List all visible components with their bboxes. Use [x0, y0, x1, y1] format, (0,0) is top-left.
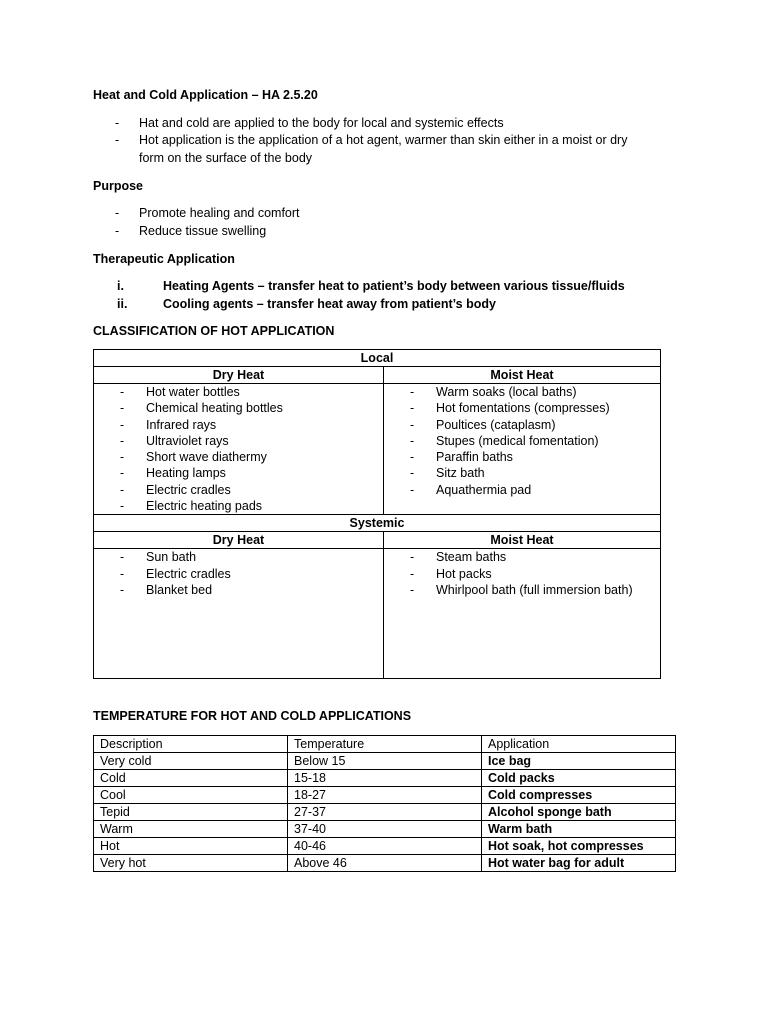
table-row	[94, 787, 676, 804]
list-item	[384, 433, 660, 449]
table-cell: 37-40	[288, 821, 482, 838]
bullet-dash: -	[115, 224, 120, 238]
bullet-dash: -	[120, 433, 125, 448]
list-item	[384, 582, 660, 598]
list-item	[384, 549, 660, 565]
temperature-heading: TEMPERATURE FOR HOT AND COLD APPLICATIONS	[93, 709, 412, 723]
column-header: Temperature	[288, 736, 482, 753]
list-item	[94, 400, 383, 416]
list-item-text: Blanket bed	[146, 582, 213, 597]
table-cell: Hot soak, hot compresses	[482, 838, 676, 855]
table-row	[94, 804, 676, 821]
intro-bullet: Hat and cold are applied to the body for local and systemic effects	[139, 116, 504, 130]
bullet-dash: -	[120, 417, 125, 432]
table-row	[94, 753, 676, 770]
local-moist-header: Moist Heat	[384, 367, 661, 384]
table-cell: Tepid	[94, 804, 288, 821]
list-item-text: Sitz bath	[436, 466, 485, 481]
list-item-text: Hot water bottles	[146, 385, 240, 399]
list-item	[384, 465, 660, 481]
list-item	[94, 482, 383, 498]
bullet-dash: -	[115, 206, 120, 220]
list-item	[94, 417, 383, 433]
bullet-dash: -	[120, 582, 125, 597]
bullet-dash: -	[410, 566, 415, 581]
bullet-dash: -	[410, 417, 415, 432]
list-item	[384, 566, 660, 582]
list-item-text: Stupes (medical fomentation)	[436, 433, 599, 448]
purpose-bullet: Promote healing and comfort	[139, 206, 300, 220]
bullet-dash: -	[120, 450, 125, 465]
table-cell: Warm bath	[482, 821, 676, 838]
table-cell: Very cold	[94, 753, 288, 770]
table-cell: Hot water bag for adult	[482, 855, 676, 872]
list-item	[384, 482, 660, 498]
table-row	[94, 770, 676, 787]
list-item-text: Hot packs	[436, 566, 492, 581]
therapeutic-item-text: Heating Agents – transfer heat to patient’s body between various tissue/fluids	[163, 279, 625, 293]
table-cell: Warm	[94, 821, 288, 838]
table-cell: Below 15	[288, 753, 482, 770]
list-item	[384, 400, 660, 416]
temperature-table-body	[94, 736, 676, 872]
bullet-dash: -	[120, 550, 125, 565]
list-item-text: Paraffin baths	[436, 450, 513, 465]
list-item-text: Aquathermia pad	[436, 482, 532, 497]
temperature-table	[93, 735, 676, 872]
list-item-text: Electric heating pads	[146, 499, 263, 514]
list-item	[94, 449, 383, 465]
bullet-dash: -	[120, 566, 125, 581]
bullet-dash: -	[410, 433, 415, 448]
bullet-dash: -	[115, 133, 120, 147]
therapeutic-item-text: Cooling agents – transfer heat away from patient’s body	[163, 297, 496, 311]
list-item	[94, 582, 383, 598]
list-item-text: Short wave diathermy	[146, 450, 267, 465]
page-title: Heat and Cold Application – HA 2.5.20	[93, 88, 318, 102]
local-moist-list	[384, 384, 660, 498]
table-cell: Above 46	[288, 855, 482, 872]
bullet-dash: -	[115, 116, 120, 130]
table-row	[94, 838, 676, 855]
therapeutic-item-number: ii.	[117, 297, 128, 311]
bullet-dash: -	[410, 466, 415, 481]
table-cell: Cool	[94, 787, 288, 804]
local-dry-header: Dry Heat	[94, 367, 384, 384]
systemic-dry-list	[94, 549, 383, 598]
local-dry-list	[94, 384, 383, 514]
bullet-dash: -	[410, 582, 415, 597]
bullet-dash: -	[410, 450, 415, 465]
table-cell: Ice bag	[482, 753, 676, 770]
list-item	[94, 549, 383, 565]
bullet-dash: -	[120, 482, 125, 497]
table-header-row	[94, 736, 676, 753]
list-item-text: Steam baths	[436, 550, 507, 565]
table-row	[94, 855, 676, 872]
systemic-moist-list	[384, 549, 660, 598]
list-item	[94, 433, 383, 449]
therapeutic-heading: Therapeutic Application	[93, 252, 235, 266]
list-item-text: Hot fomentations (compresses)	[436, 401, 610, 416]
bullet-dash: -	[120, 401, 125, 416]
list-item	[94, 465, 383, 481]
purpose-heading: Purpose	[93, 179, 144, 193]
table-row	[94, 821, 676, 838]
table-cell: 40-46	[288, 838, 482, 855]
list-item-text: Whirlpool bath (full immersion bath)	[436, 582, 633, 597]
intro-bullet: Hot application is the application of a hot agent, warmer than skin either in a moist or dry	[139, 133, 628, 147]
list-item-text: Infrared rays	[146, 417, 217, 432]
list-item	[384, 384, 660, 400]
list-item	[384, 449, 660, 465]
table-cell: Cold compresses	[482, 787, 676, 804]
therapeutic-item-number: i.	[117, 279, 124, 293]
bullet-dash: -	[120, 385, 125, 399]
table-cell: Hot	[94, 838, 288, 855]
list-item	[94, 498, 383, 514]
table-cell: 18-27	[288, 787, 482, 804]
table-cell: 27-37	[288, 804, 482, 821]
list-item-text: Poultices (cataplasm)	[436, 417, 556, 432]
table-cell: Very hot	[94, 855, 288, 872]
list-item	[384, 417, 660, 433]
bullet-dash: -	[410, 482, 415, 497]
purpose-bullet: Reduce tissue swelling	[139, 224, 267, 238]
intro-bullet-continuation: form on the surface of the body	[139, 151, 313, 165]
table-cell: 15-18	[288, 770, 482, 787]
table-cell: Cold	[94, 770, 288, 787]
systemic-dry-cell	[94, 549, 384, 679]
local-moist-cell	[384, 384, 661, 515]
local-header: Local	[94, 350, 661, 367]
list-item	[94, 384, 383, 400]
list-item-text: Sun bath	[146, 550, 197, 565]
table-cell: Cold packs	[482, 770, 676, 787]
list-item-text: Electric cradles	[146, 566, 231, 581]
list-item-text: Electric cradles	[146, 482, 231, 497]
list-item-text: Heating lamps	[146, 466, 226, 481]
systemic-dry-header: Dry Heat	[94, 532, 384, 549]
list-item-text: Warm soaks (local baths)	[436, 385, 577, 399]
bullet-dash: -	[410, 385, 415, 399]
bullet-dash: -	[410, 550, 415, 565]
classification-table	[93, 349, 661, 679]
list-item-text: Ultraviolet rays	[146, 433, 229, 448]
local-dry-cell	[94, 384, 384, 515]
column-header: Description	[94, 736, 288, 753]
bullet-dash: -	[120, 499, 125, 514]
list-item-text: Chemical heating bottles	[146, 401, 283, 416]
bullet-dash: -	[120, 466, 125, 481]
systemic-header: Systemic	[94, 515, 661, 532]
bullet-dash: -	[410, 401, 415, 416]
column-header: Application	[482, 736, 676, 753]
list-item	[94, 566, 383, 582]
systemic-moist-header: Moist Heat	[384, 532, 661, 549]
classification-heading: CLASSIFICATION OF HOT APPLICATION	[93, 324, 335, 338]
systemic-moist-cell	[384, 549, 661, 679]
table-cell: Alcohol sponge bath	[482, 804, 676, 821]
